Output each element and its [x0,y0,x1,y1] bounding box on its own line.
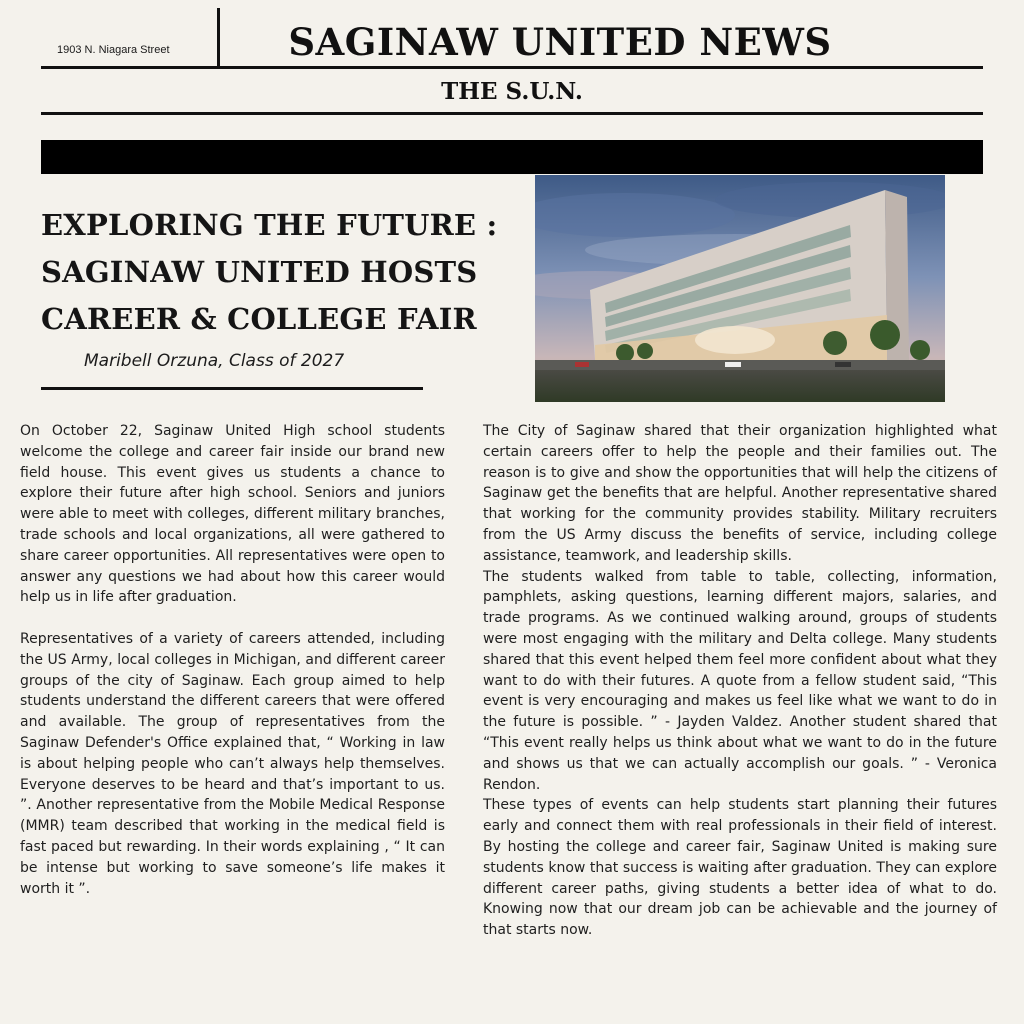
article-headline: EXPLORING THE FUTURE : SAGINAW UNITED HOSTS CAREER & COLLEGE FAIR [41,208,498,336]
address: 1903 N. Niagara Street [57,44,170,56]
rule-byline [41,387,423,390]
black-banner [41,140,983,174]
rule-top [41,66,983,69]
subtitle: THE S.U.N. [441,78,583,105]
building-photo [535,175,945,402]
paragraph: These types of events can help students start planning their futures early and connect them with real professionals in their field of interest. By hosting the college and career fair, Saginaw United is making sure students know that success is waiting after graduation. They can explore different career paths, giving students a better idea of what to do. Knowing now that our dream job can be achievable and the journey of that starts now. [483,797,997,939]
paragraph: Representatives of a variety of careers attended, including the US Army, local colleges in Michigan, and different career groups of the city of Saginaw. Each group aimed to help students understand the different careers that were offered and available. The group of representatives from the Saginaw Defender's Office explained that, “ Working in law is about helping people who can’t always help themselves. Everyone deserves to be heard and that’s important to us. ”. Another representative from the Mobile Medical Response (MMR) team described that working in the medical field is fast paced but rewarding. In their words explaining , “ It can be intense but working to save someone’s life makes it worth it ”. [20,630,445,897]
masthead: SAGINAW UNITED NEWS [288,20,832,64]
paragraph-gap [20,608,445,629]
rule-middle [41,112,983,115]
byline: Maribell Orzuna, Class of 2027 [84,351,345,371]
paragraph: On October 22, Saginaw United High school students welcome the college and career fair inside our brand new field house. This event gives us students a chance to explore their future after high school. Seniors and juniors were able to meet with colleges, different military branches, trade schools and local organizations, all were gathered to share career opportunities. All representatives were open to answer any questions we had about how this career would help us in life after graduation. [20,423,445,606]
article-column-left [20,421,445,899]
paragraph: The City of Saginaw shared that their organization highlighted what certain careers offer to help the people and their families out. The reason is to give and show the opportunities that will help the citizens of Saginaw get the benefits that are helpful. Another representative shared that working for the community provides stability. Military recruiters from the US Army discuss the benefits of service, including college assistance, teamwork, and leadership skills. [483,423,997,564]
masthead-divider [217,8,220,67]
article-column-right [483,421,997,941]
paragraph: The students walked from table to table, collecting, information, pamphlets, asking questions, learning different majors, salaries, and trade programs. As we continued walking around, groups of students were most engaging with the military and Delta college. Many students shared that this event helped them feel more confident about what they want to do with their futures. A quote from a fellow student said, “This event is very encouraging and makes us feel like what we want to do in the future is possible. ” - Jayden Valdez. Another student shared that “This event really helps us think about what we want to do in the future and shows us that we can actually accomplish our goals. ” - Veronica Rendon. [483,568,997,793]
